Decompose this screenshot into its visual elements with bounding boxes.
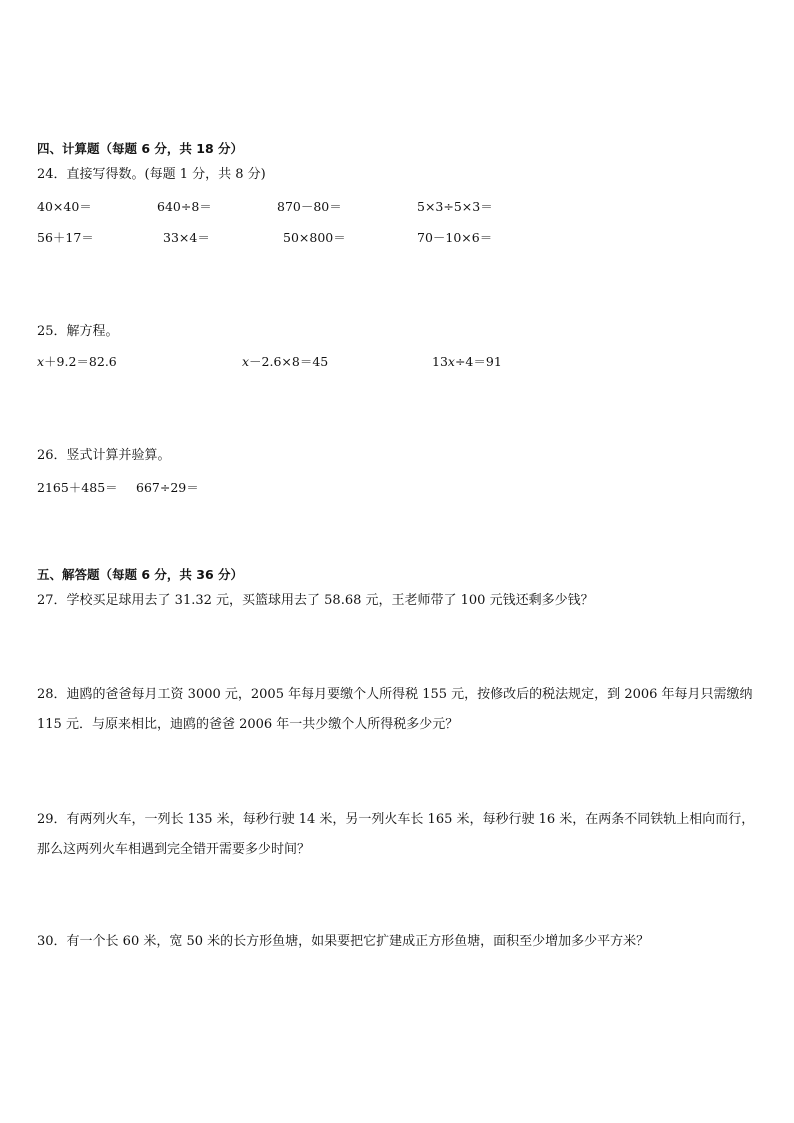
q25-equation-3: 13𝑥÷4＝91 <box>432 354 502 369</box>
q24-item-8: 70－10×6＝ <box>417 230 493 245</box>
q24-item-6: 33×4＝ <box>163 230 210 245</box>
question-27: 27．学校买足球用去了 31.32 元，买篮球用去了 58.68 元，王老师带了 100 元钱还剩多少钱？ <box>37 593 594 608</box>
section-5-heading: 五、解答题（每题 6 分，共 36 分） <box>37 567 244 582</box>
q25-equation-1: 𝑥＋9.2＝82.6 <box>37 354 117 369</box>
q24-item-1: 40×40＝ <box>37 199 92 214</box>
q24-item-7: 50×800＝ <box>283 230 346 245</box>
q24-item-2: 640÷8＝ <box>157 199 212 214</box>
q24-item-4: 5×3÷5×3＝ <box>417 199 493 214</box>
question-25-prompt: 25．解方程。 <box>37 324 119 339</box>
q24-item-3: 870－80＝ <box>277 199 342 214</box>
q24-item-5: 56＋17＝ <box>37 230 94 245</box>
question-26-prompt: 26．竖式计算并验算。 <box>37 448 171 463</box>
question-30: 30．有一个长 60 米，宽 50 米的长方形鱼塘，如果要把它扩建成正方形鱼塘，面积至少增加多少平方米？ <box>37 934 650 949</box>
question-29: 29．有两列火车，一列长 135 米，每秒行驶 14 米，另一列火车长 165 米，每秒行驶 16 米，在两条不同铁轨上相向而行，那么这两列火车相遇到完全错开需要多少时间？ <box>37 812 755 857</box>
q26-item-1: 2165＋485＝ <box>37 480 118 495</box>
question-24-prompt: 24．直接写得数。(每题 1 分，共 8 分) <box>37 167 266 182</box>
q25-equation-2: 𝑥－2.6×8＝45 <box>242 354 329 369</box>
q26-item-2: 667÷29＝ <box>136 480 199 495</box>
question-28: 28．迪鸥的爸爸每月工资 3000 元，2005 年每月要缴个人所得税 155 元，按修改后的税法规定，到 2006 年每月只需缴纳 115 元．与原来相比，迪鸥的爸爸 2006 年一共少缴个人所得税多少元？ <box>37 687 753 732</box>
section-4-heading: 四、计算题（每题 6 分，共 18 分） <box>37 141 244 156</box>
